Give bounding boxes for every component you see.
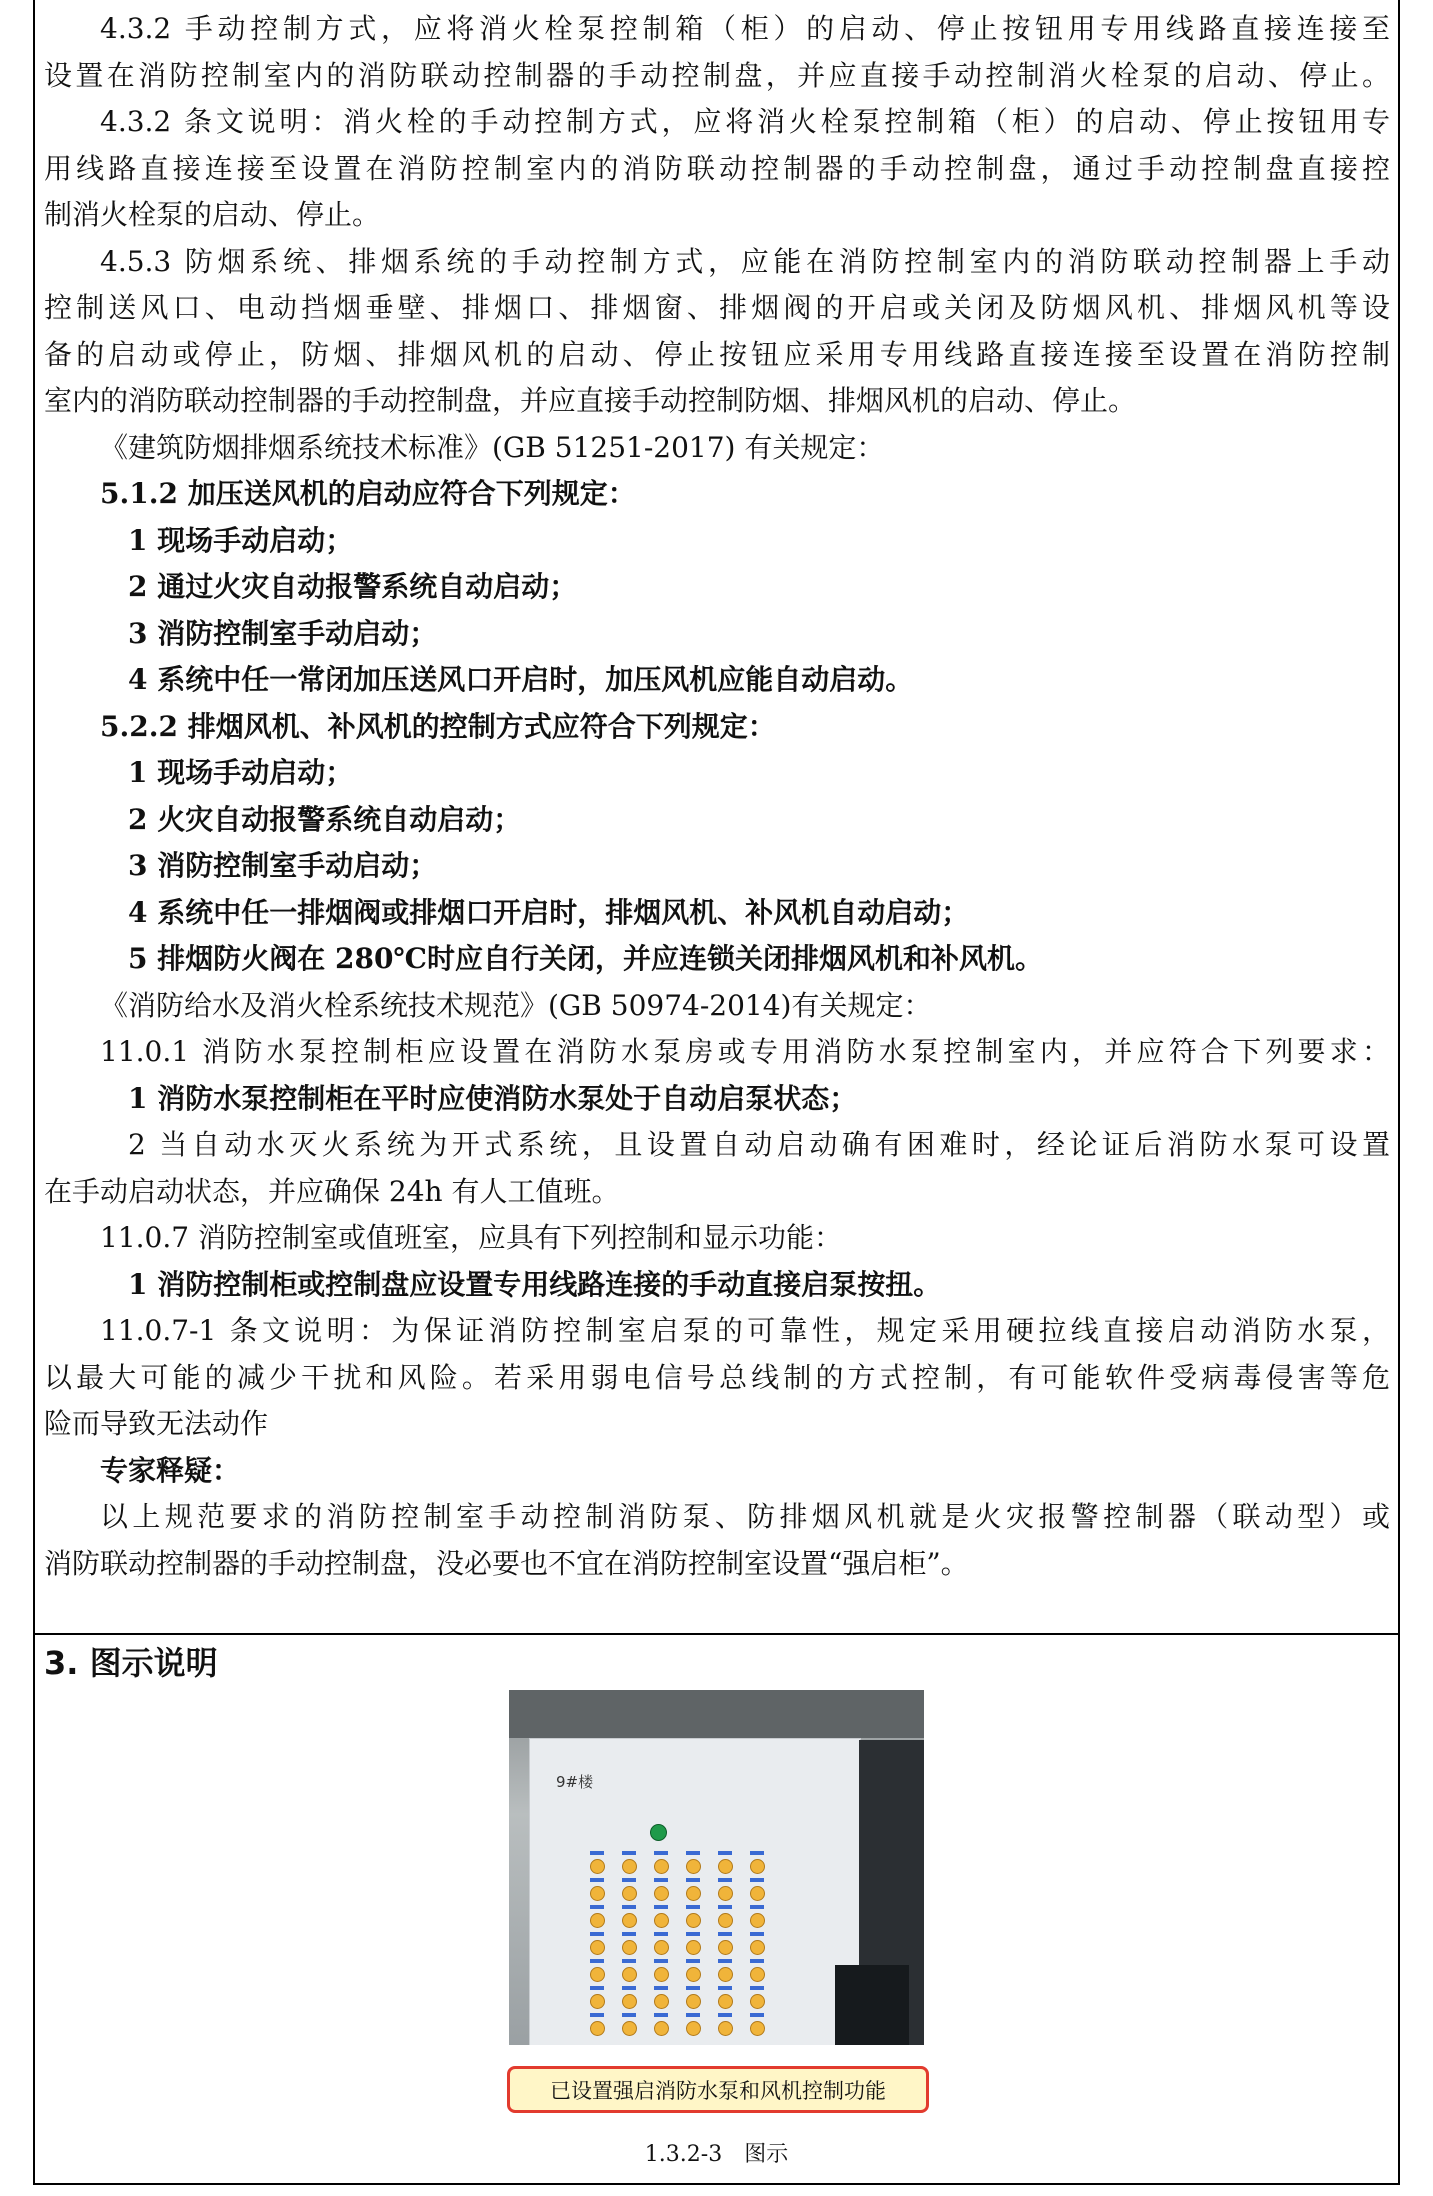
control-button-light [686,1859,701,1874]
control-panel [529,1738,861,2045]
control-button-light [622,1913,637,1928]
text-line: 控制送风口、电动挡烟垂壁、排烟口、排烟窗、排烟阀的开启或关闭及防烟风机、排烟风机等设 [44,291,1390,324]
control-button-light [622,2021,637,2036]
section-divider [33,1633,1400,1635]
control-button-light [718,1967,733,1982]
control-button-light [590,1994,605,2009]
text-line: 以上规范要求的消防控制室手动控制消防泵、防排烟风机就是火灾报警控制器（联动型）或 [100,1500,1390,1533]
button-label-tag [750,1986,764,1990]
button-label-tag [590,2013,604,2017]
button-label-tag [750,1851,764,1855]
control-cabinet-photo [509,1690,924,2045]
button-label-tag [590,1851,604,1855]
button-label-tag [686,1932,700,1936]
button-label-tag [654,1959,668,1963]
control-button-light [590,1967,605,1982]
button-label-tag [750,2013,764,2017]
button-label-tag [718,1986,732,1990]
button-label-tag [686,1959,700,1963]
control-button-light [654,1940,669,1955]
control-button-light [590,1940,605,1955]
text-line: 4 系统中任一排烟阀或排烟口开启时，排烟风机、补风机自动启动； [128,895,970,929]
button-label-tag [750,1878,764,1882]
control-button-light [622,1886,637,1901]
button-label-tag [622,1851,636,1855]
button-label-tag [622,1959,636,1963]
text-line: 专家释疑： [100,1453,241,1487]
button-label-tag [590,1878,604,1882]
control-button-light [718,1886,733,1901]
control-button-light [654,1913,669,1928]
text-line: 3 消防控制室手动启动； [128,849,438,882]
button-label-tag [622,2013,636,2017]
control-button-light [590,1886,605,1901]
handwritten-label: 9#楼 [556,1773,594,1791]
text-line: 《建筑防烟排烟系统技术标准》(GB 51251-2017) 有关规定： [100,430,885,464]
control-button-light [686,2021,701,2036]
control-button-light [750,1994,765,2009]
control-button-light [718,1940,733,1955]
button-label-tag [750,1932,764,1936]
control-button-light [750,1967,765,1982]
button-label-tag [718,2013,732,2017]
text-line: 制消火栓泵的启动、停止。 [44,198,381,231]
button-label-tag [654,1932,668,1936]
text-line: 2 火灾自动报警系统自动启动； [128,802,522,836]
button-label-tag [750,1905,764,1909]
button-label-tag [590,1986,604,1990]
control-button-light [622,1967,637,1982]
text-line: 以最大可能的减少干扰和风险。若采用弱电信号总线制的方式控制，有可能软件受病毒侵害等危 [44,1360,1390,1394]
text-line: 2 通过火灾自动报警系统自动启动； [128,570,578,603]
button-label-tag [590,1932,604,1936]
text-line: 4.3.2 手动控制方式，应将消火栓泵控制箱（柜）的启动、停止按钮用专用线路直接连接至 [100,12,1390,45]
text-line: 备的启动或停止，防烟、排烟风机的启动、停止按钮应采用专用线路直接连接至设置在消防控制 [44,337,1390,371]
control-button-light [750,2021,765,2036]
control-button-light [622,1940,637,1955]
control-button-light [590,2021,605,2036]
button-label-tag [718,1905,732,1909]
control-button-light [590,1913,605,1928]
button-label-tag [590,1959,604,1963]
control-button-light [750,1859,765,1874]
photo-caption: 已设置强启消防水泵和风机控制功能 [507,2066,929,2113]
button-label-tag [622,1932,636,1936]
control-button-light [654,1967,669,1982]
button-label-tag [622,1878,636,1882]
button-label-tag [622,1986,636,1990]
button-label-tag [654,1905,668,1909]
text-line: 11.0.1 消防水泵控制柜应设置在消防水泵房或专用消防水泵控制室内，并应符合下列要求： [100,1035,1390,1068]
green-indicator-light [650,1824,667,1841]
text-line: 2 当自动水灭火系统为开式系统，且设置自动启动确有困难时，经论证后消防水泵可设置 [128,1128,1390,1161]
text-line: 5.1.2 加压送风机的启动应符合下列规定： [100,477,636,510]
text-line: 在手动启动状态，并应确保 24h 有人工值班。 [44,1174,620,1208]
section-title: 3. 图示说明 [44,1644,218,1682]
text-line: 《消防给水及消火栓系统技术规范》(GB 50974-2014)有关规定： [100,988,932,1022]
button-label-tag [718,1878,732,1882]
control-button-light [750,1940,765,1955]
button-label-tag [654,1986,668,1990]
text-line: 消防联动控制器的手动控制盘，没必要也不宜在消防控制室设置“强启柜”。 [44,1546,969,1580]
control-button-light [654,1886,669,1901]
text-line: 室内的消防联动控制器的手动控制盘，并应直接手动控制防烟、排烟风机的启动、停止。 [44,384,1137,417]
button-label-tag [718,1959,732,1963]
control-button-light [686,1886,701,1901]
text-line: 1 现场手动启动； [128,756,354,789]
button-label-tag [750,1959,764,1963]
text-line: 险而导致无法动作 [44,1407,269,1440]
button-label-tag [686,1851,700,1855]
button-label-tag [622,1905,636,1909]
control-button-light [654,1859,669,1874]
text-line: 设置在消防控制室内的消防联动控制器的手动控制盘，并应直接手动控制消火栓泵的启动、停止。 [44,58,1390,92]
button-label-tag [686,1905,700,1909]
control-button-light [718,1994,733,2009]
control-button-light [590,1859,605,1874]
button-label-tag [686,2013,700,2017]
regulation-text [44,6,1390,1587]
button-label-tag [654,1851,668,1855]
text-line: 4.5.3 防烟系统、排烟系统的手动控制方式，应能在消防控制室内的消防联动控制器上手动 [100,244,1390,278]
control-button-light [622,1994,637,2009]
text-line: 1 消防水泵控制柜在平时应使消防水泵处于自动启泵状态； [128,1081,858,1115]
control-button-light [622,1859,637,1874]
button-label-tag [590,1905,604,1909]
text-line: 1 现场手动启动； [128,523,354,557]
text-line: 4.3.2 条文说明：消火栓的手动控制方式，应将消火栓泵控制箱（柜）的启动、停止按钮用专 [100,105,1390,138]
control-button-light [750,1913,765,1928]
control-button-light [654,2021,669,2036]
button-label-tag [718,1851,732,1855]
button-label-tag [686,1986,700,1990]
text-line: 3 消防控制室手动启动； [128,616,438,650]
cabinet-top-shadow [509,1690,924,1738]
button-label-tag [686,1878,700,1882]
text-line: 11.0.7-1 条文说明：为保证消防控制室启泵的可靠性，规定采用硬拉线直接启动消防水泵， [100,1314,1390,1347]
figure-label: 1.3.2-3 图示 [644,2142,789,2167]
text-line: 用线路直接连接至设置在消防控制室内的消防联动控制器的手动控制盘，通过手动控制盘直接控 [44,151,1390,185]
control-button-light [718,1859,733,1874]
control-button-light [718,2021,733,2036]
display-unit [835,1965,909,2045]
text-line: 5.2.2 排烟风机、补风机的控制方式应符合下列规定： [100,709,776,743]
button-label-tag [718,1932,732,1936]
control-button-light [686,1940,701,1955]
text-line: 1 消防控制柜或控制盘应设置专用线路连接的手动直接启泵按扭。 [128,1267,942,1301]
control-button-light [654,1994,669,2009]
button-label-tag [654,1878,668,1882]
control-button-light [686,1994,701,2009]
text-line: 11.0.7 消防控制室或值班室，应具有下列控制和显示功能： [100,1221,842,1254]
control-button-light [718,1913,733,1928]
control-button-light [686,1967,701,1982]
text-line: 4 系统中任一常闭加压送风口开启时，加压风机应能自动启动。 [128,663,914,696]
text-line: 5 排烟防火阀在 280℃时应自行关闭，并应连锁关闭排烟风机和补风机。 [128,942,1043,975]
button-label-tag [654,2013,668,2017]
control-button-light [686,1913,701,1928]
control-button-light [750,1886,765,1901]
